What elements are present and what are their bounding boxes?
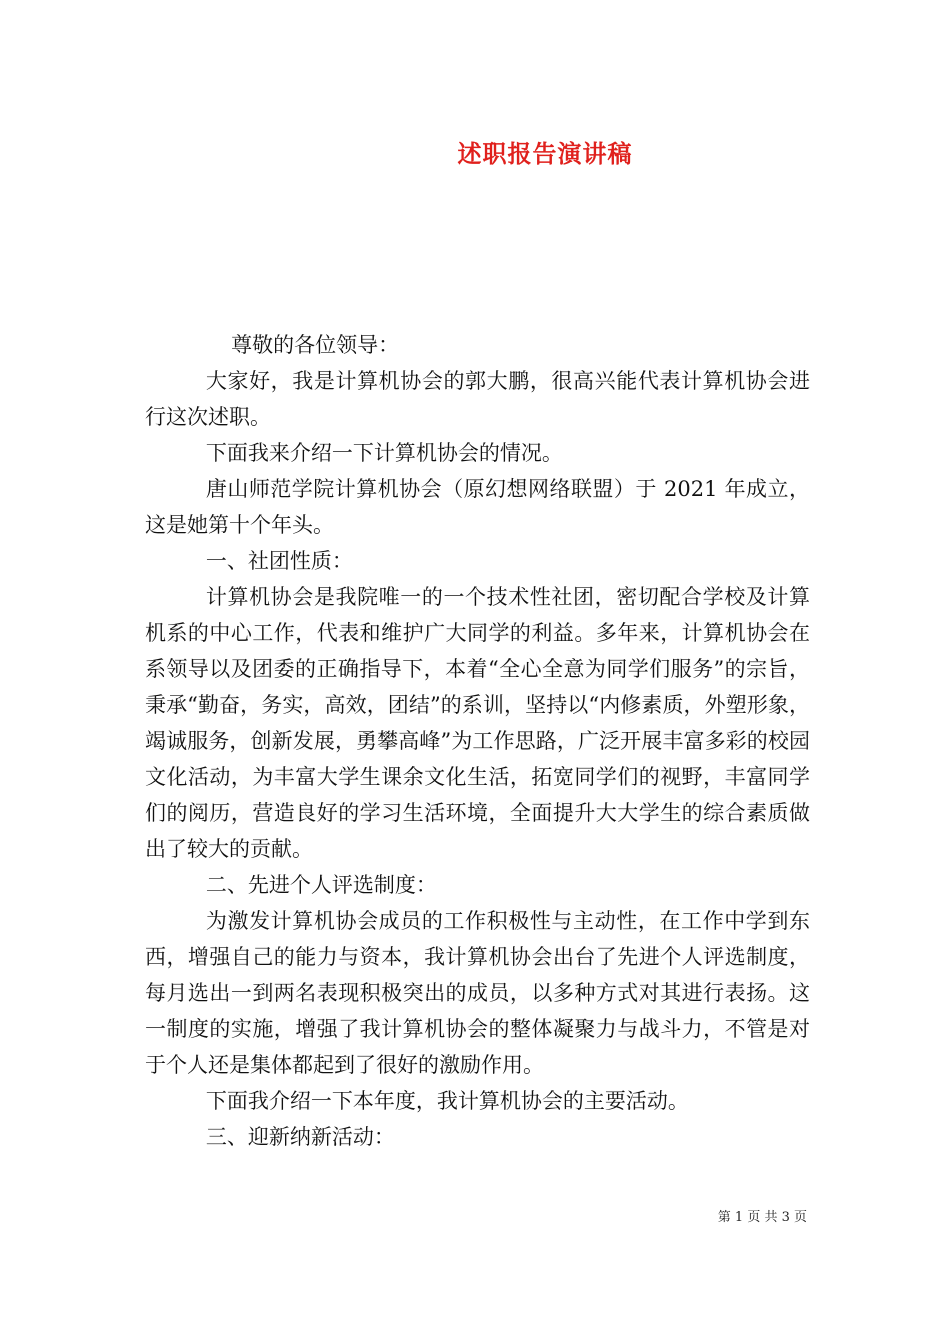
- section-heading: 一、社团性质：: [205, 549, 353, 573]
- paragraph: 计算机协会是我院唯一的一个技术性社团，密切配合学校及计算机系的中心工作，代表和维护广大同学的利益。多年来，计算机协会在系领导以及团委的正确指导下，本着“全心全意为同学们服务”的宗旨，秉承“勤奋，务实，高效，团结”的系训，坚持以“内修素质，外塑形象，竭诚服务，创新发展，勇攀高峰”为工作思路，广泛开展丰富多彩的校园文化活动，为丰富大学生课余文化生活，拓宽同学们的视野，丰富同学们的阅历，营造良好的学习生活环境，全面提升大大学生的综合素质做出了较大的贡献。: [145, 585, 810, 861]
- document-body: [145, 327, 810, 1155]
- paragraph: 唐山师范学院计算机协会（原幻想网络联盟）于 2021 年成立，这是她第十个年头。: [145, 477, 810, 537]
- page-number: 第 1 页 共 3 页: [717, 1210, 807, 1225]
- paragraph: 下面我来介绍一下计算机协会的情况。: [205, 441, 563, 465]
- document-title: 述职报告演讲稿: [457, 139, 633, 168]
- salutation: 尊敬的各位领导：: [231, 333, 400, 357]
- paragraph: 大家好，我是计算机协会的郭大鹏，很高兴能代表计算机协会进行这次述职。: [145, 369, 810, 429]
- paragraph: 为激发计算机协会成员的工作积极性与主动性，在工作中学到东西，增强自己的能力与资本，我计算机协会出台了先进个人评选制度，每月选出一到两名表现积极突出的成员，以多种方式对其进行表扬。这一制度的实施，增强了我计算机协会的整体凝聚力与战斗力，不管是对于个人还是集体都起到了很好的激励作用。: [145, 909, 810, 1077]
- section-heading: 三、迎新纳新活动：: [205, 1125, 395, 1149]
- section-heading: 二、先进个人评选制度：: [205, 873, 437, 897]
- paragraph: 下面我介绍一下本年度，我计算机协会的主要活动。: [205, 1089, 689, 1113]
